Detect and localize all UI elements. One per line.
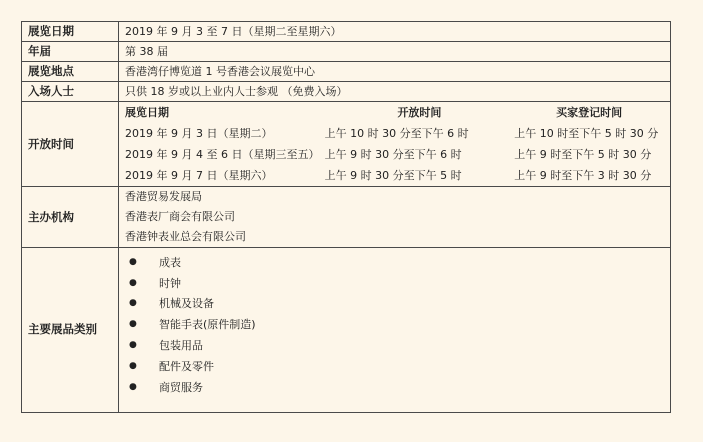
category-item (129, 252, 664, 273)
bullet-icon: ● (129, 256, 137, 267)
row-admission (22, 82, 671, 102)
opening-schedule (119, 102, 671, 187)
schedule-row (125, 144, 664, 165)
categories-cell (119, 248, 671, 413)
category-label: 商贸服务 (159, 380, 203, 394)
category-item (129, 314, 664, 335)
schedule-hours: 上午 10 时 30 分至下午 6 时 (324, 127, 469, 140)
admission-value: 只供 18 岁或以上业内人士参观 （免费入场） (119, 82, 671, 102)
schedule-hours: 上午 9 时 30 分至下午 6 时 (324, 148, 462, 161)
schedule-registration: 上午 9 时至下午 5 时 30 分 (514, 148, 652, 161)
row-edition (22, 42, 671, 62)
category-item (129, 356, 664, 377)
schedule-header-date: 展览日期 (125, 106, 169, 119)
schedule-registration: 上午 10 时至下午 5 时 30 分 (514, 127, 659, 140)
bullet-icon: ● (129, 298, 137, 309)
category-item (129, 273, 664, 294)
row-organizers (22, 187, 671, 248)
schedule-date: 2019 年 9 月 7 日（星期六） (125, 169, 273, 182)
schedule-date: 2019 年 9 月 4 至 6 日（星期三至五） (125, 148, 320, 161)
edition-label: 年届 (22, 42, 119, 62)
row-dates (22, 22, 671, 42)
schedule-registration: 上午 9 时至下午 3 时 30 分 (514, 169, 652, 182)
venue-value: 香港湾仔博览道 1 号香港会议展览中心 (119, 62, 671, 82)
organizer-item: 香港表厂商会有限公司 (125, 210, 235, 223)
category-item (129, 377, 664, 398)
schedule-header-hours: 开放时间 (397, 106, 442, 119)
venue-label: 展览地点 (22, 62, 119, 82)
category-label: 成表 (159, 255, 181, 269)
organizer-item: 香港钟表业总会有限公司 (125, 230, 246, 243)
category-label: 时钟 (159, 276, 181, 290)
opening-label: 开放时间 (22, 102, 119, 187)
edition-value: 第 38 届 (119, 42, 671, 62)
fair-info-table (21, 21, 671, 413)
bullet-icon: ● (129, 319, 137, 330)
schedule-hours: 上午 9 时 30 分至下午 5 时 (324, 169, 462, 182)
bullet-icon: ● (129, 360, 137, 371)
category-label: 包装用品 (159, 339, 203, 353)
bullet-icon: ● (129, 340, 137, 351)
schedule-date: 2019 年 9 月 3 日（星期二） (125, 127, 273, 140)
schedule-header (125, 102, 664, 123)
category-item (129, 294, 664, 315)
dates-value: 2019 年 9 月 3 至 7 日（星期二至星期六） (119, 22, 671, 42)
category-label: 机械及设备 (159, 297, 214, 311)
categories-list (125, 248, 664, 412)
category-item (129, 335, 664, 356)
organizer-item: 香港贸易发展局 (125, 190, 202, 203)
dates-label: 展览日期 (22, 22, 119, 42)
schedule-row (125, 123, 664, 144)
organizers-list (119, 187, 671, 248)
category-label: 智能手表(原件制造) (159, 318, 256, 332)
schedule-header-registration: 买家登记时间 (556, 106, 623, 119)
row-venue (22, 62, 671, 82)
bullet-icon: ● (129, 381, 137, 392)
categories-label: 主要展品类别 (22, 248, 119, 413)
row-opening (22, 102, 671, 187)
category-label: 配件及零件 (159, 359, 214, 373)
bullet-icon: ● (129, 277, 137, 288)
admission-label: 入场人士 (22, 82, 119, 102)
row-categories (22, 248, 671, 413)
schedule-row (125, 165, 664, 186)
organizers-label: 主办机构 (22, 187, 119, 248)
